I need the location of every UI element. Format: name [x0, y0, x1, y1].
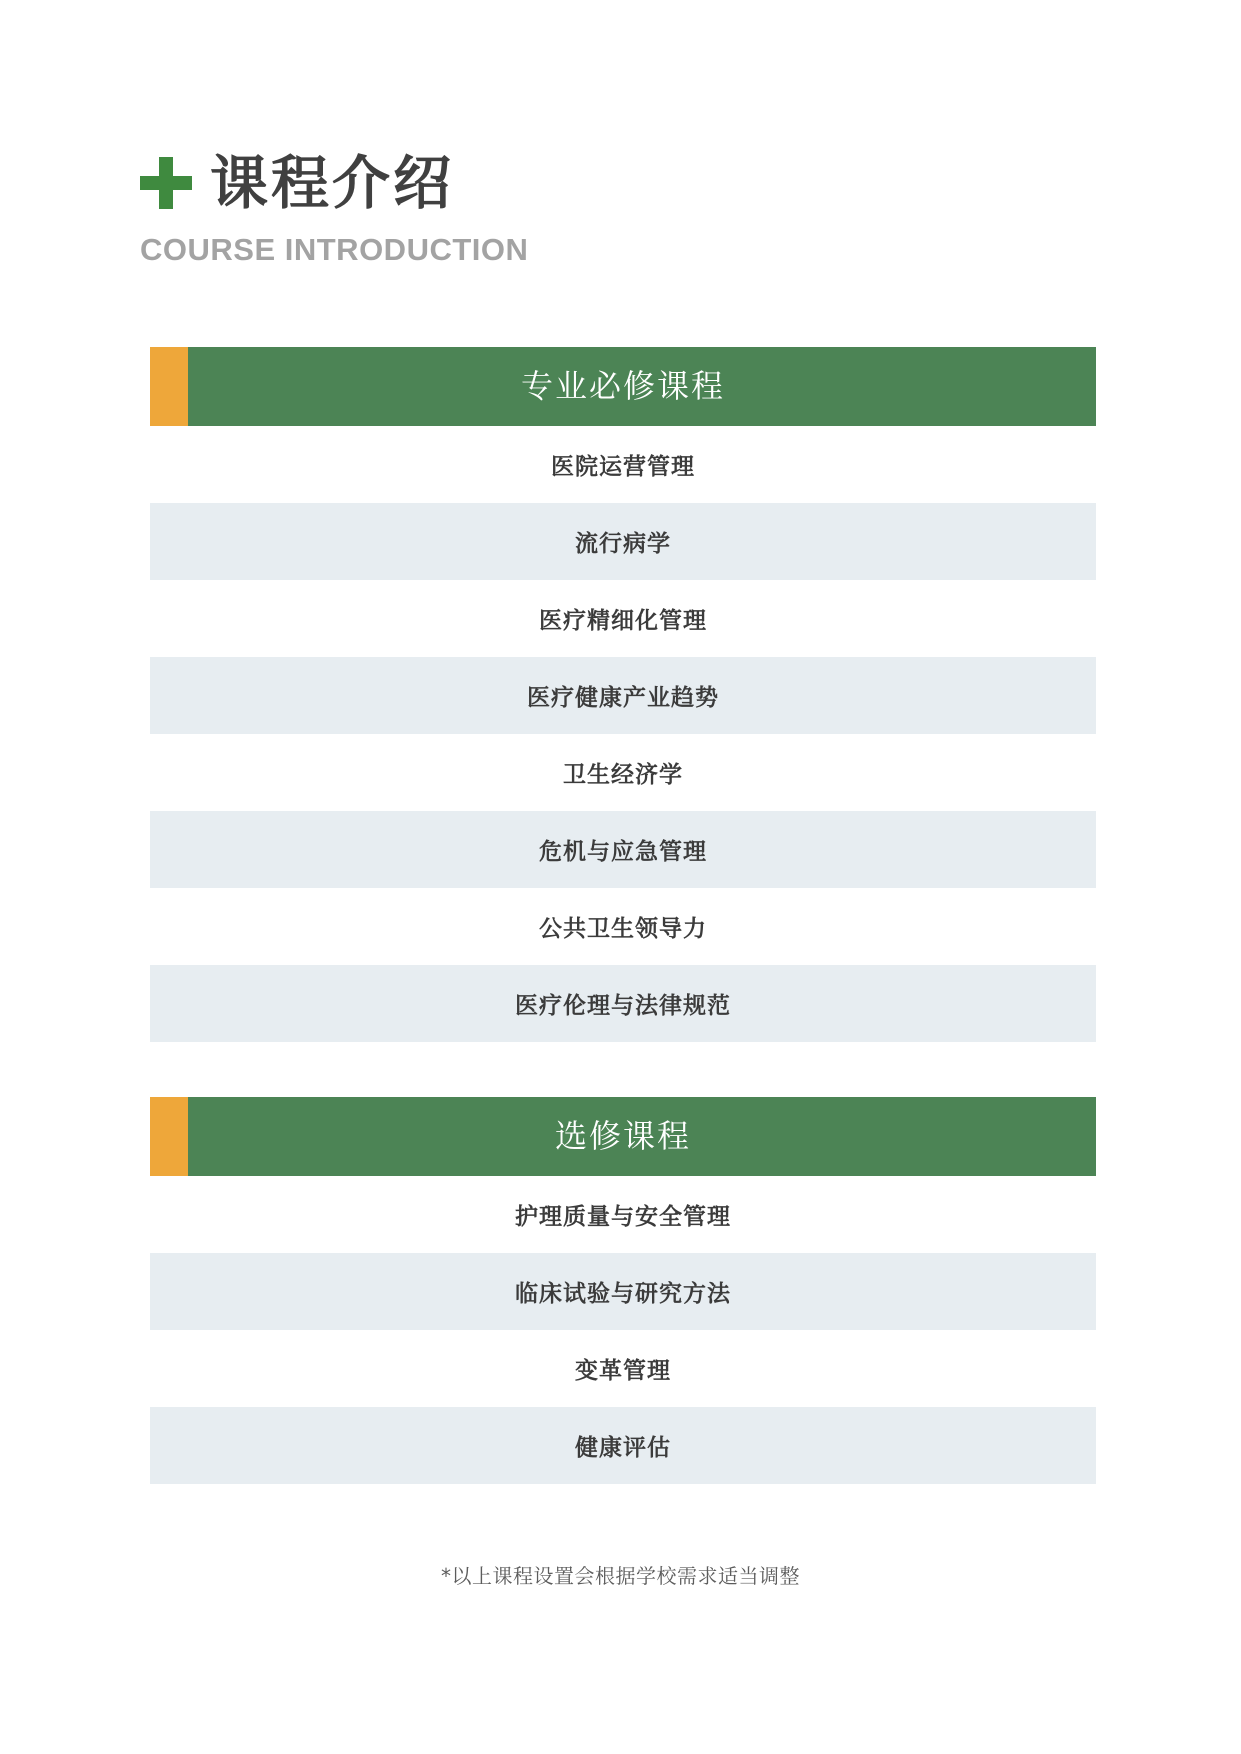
course-label: 健康评估: [575, 1435, 671, 1461]
course-row: [150, 734, 1096, 811]
plus-icon: [140, 157, 192, 209]
section-header-required: [150, 347, 1096, 426]
page-header: [140, 148, 528, 268]
elective-courses-section: [150, 1097, 1096, 1484]
course-row: [150, 1253, 1096, 1330]
course-label: 医疗伦理与法律规范: [515, 993, 731, 1019]
section-title: 专业必修课程: [520, 367, 725, 405]
section-accent: [150, 347, 188, 426]
course-label: 医疗精细化管理: [539, 608, 707, 634]
course-row: [150, 1407, 1096, 1484]
course-row: [150, 503, 1096, 580]
footnote: *以上课程设置会根据学校需求适当调整: [441, 1564, 800, 1588]
page-title: 课程介绍: [210, 149, 455, 217]
course-row: [150, 426, 1096, 503]
required-courses-section: [150, 347, 1096, 1042]
course-label: 护理质量与安全管理: [515, 1204, 731, 1230]
course-row: [150, 657, 1096, 734]
course-label: 变革管理: [575, 1358, 671, 1384]
course-label: 临床试验与研究方法: [515, 1281, 731, 1307]
section-header-elective: [150, 1097, 1096, 1176]
section-accent: [150, 1097, 188, 1176]
course-row: [150, 965, 1096, 1042]
course-label: 危机与应急管理: [539, 839, 707, 865]
course-label: 卫生经济学: [563, 762, 683, 788]
course-label: 医疗健康产业趋势: [527, 685, 719, 711]
course-label: 公共卫生领导力: [539, 916, 707, 942]
course-row: [150, 580, 1096, 657]
course-row: [150, 1176, 1096, 1253]
course-row: [150, 1330, 1096, 1407]
course-label: 流行病学: [575, 531, 671, 557]
course-row: [150, 888, 1096, 965]
title-row: [140, 148, 528, 218]
course-label: 医院运营管理: [551, 454, 695, 480]
page-subtitle: COURSE INTRODUCTION: [140, 232, 529, 267]
section-title: 选修课程: [554, 1117, 691, 1155]
course-row: [150, 811, 1096, 888]
